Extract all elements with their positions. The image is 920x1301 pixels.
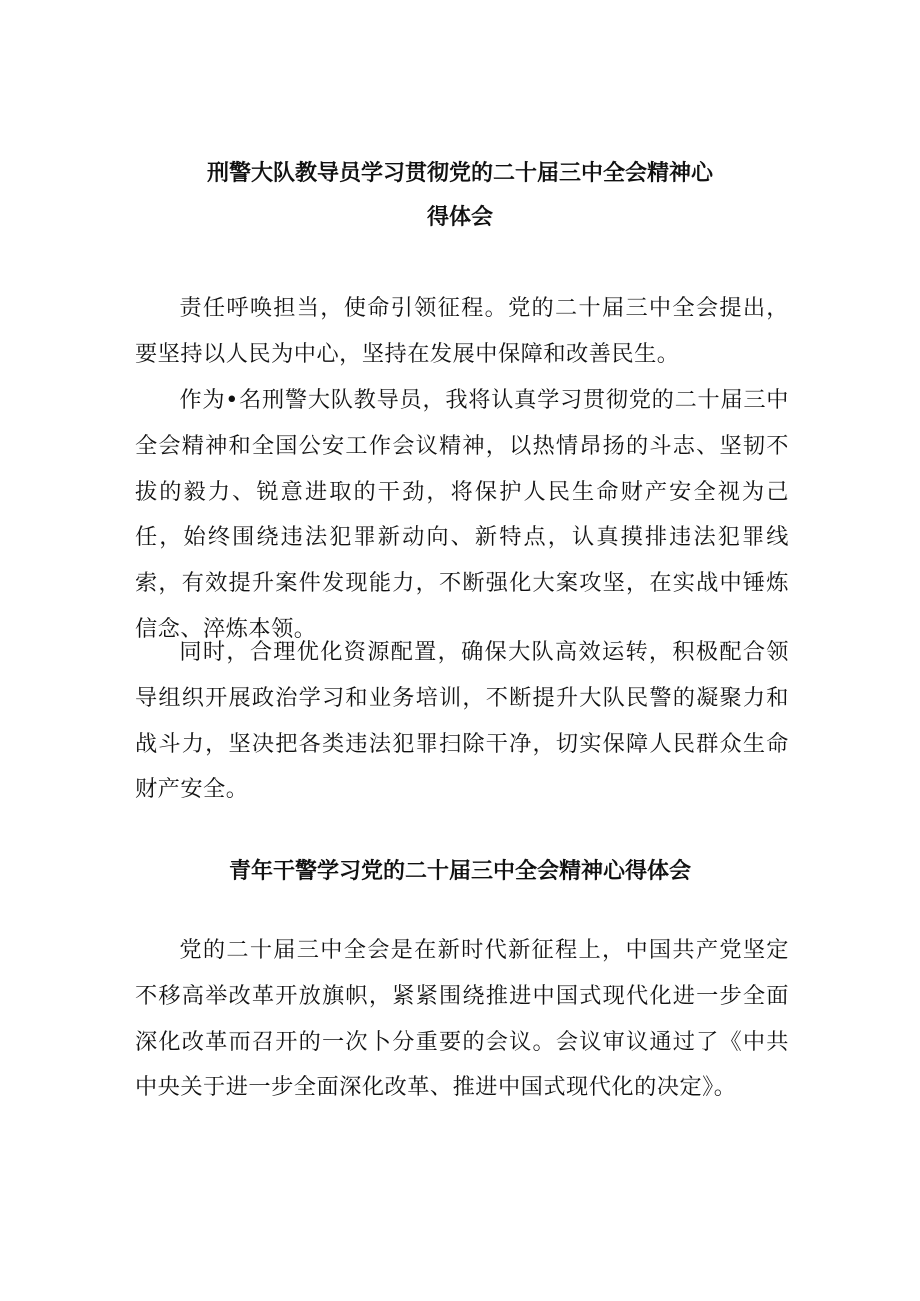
section-1-title-line-1: 刑警大队教导员学习贯彻党的二十届三中全会精神心 [206, 161, 713, 186]
section-1-paragraph-3: 同时，合理优化资源配置，确保大队高效运转，积极配合领导组织开展政治学习和业务培训，不断提升大队民警的凝聚力和战斗力，坚决把各类违法犯罪扫除干净，切实保障人民群众生命财产安全。 [135, 639, 789, 803]
section-1-paragraph-2: 作为•名刑警大队教导员，我将认真学习贯彻党的二十届三中全会精神和全国公安工作会议精神，以热情昂扬的斗志、坚韧不拔的毅力、锐意进取的干劲，将保护人民生命财产安全视为己任，始终围绕违法犯罪新动向、新特点，认真摸排违法犯罪线索，有效提升案件发现能力，不断强化大案攻坚，在实战中锤炼信念、淬炼本领。 [135, 387, 789, 642]
section-2-title: 青年干警学习党的二十届三中全会精神心得体会 [228, 859, 691, 884]
section-2-paragraph-1: 党的二十届三中全会是在新时代新征程上，中国共产党坚定不移高举改革开放旗帜，紧紧围绕推进中国式现代化进一步全面深化改革而召开的一次卜分重要的会议。会议审议通过了《中共中央关于进一步全面深化改革、推进中国式现代化的决定》。 [135, 937, 789, 1101]
section-1-title [120, 152, 800, 240]
section-1-title-line-2: 得体会 [426, 205, 493, 230]
section-1-paragraph-1: 责任呼唤担当，使命引领征程。党的二十届三中全会提出，要坚持以人民为中心，坚持在发展中保障和改善民生。 [135, 295, 789, 367]
